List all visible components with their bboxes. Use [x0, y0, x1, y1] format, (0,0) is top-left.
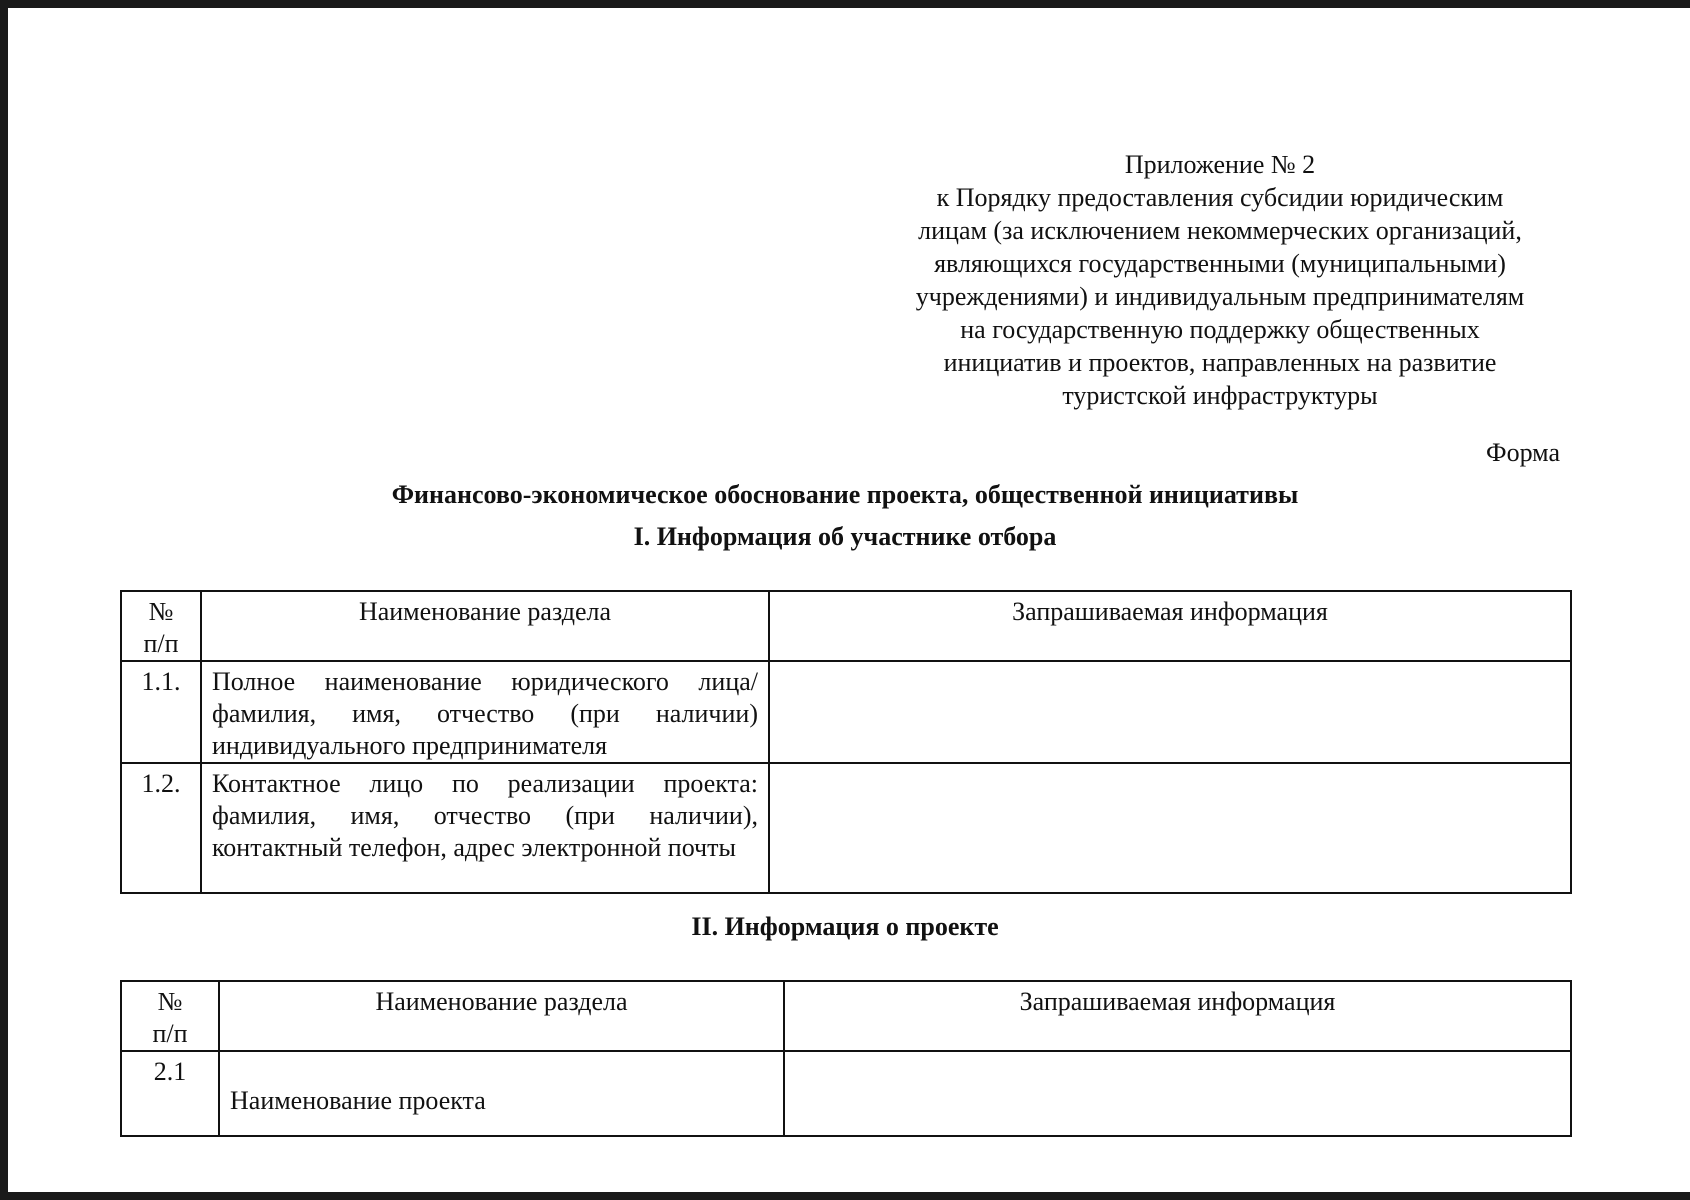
row-requested-info-cell[interactable] [784, 1051, 1571, 1136]
project-info-table [120, 980, 1572, 1137]
appendix-line: учреждениями) и индивидуальным предпринимателям [915, 282, 1525, 311]
row-requested-info-cell[interactable] [769, 661, 1571, 763]
header-number-symbol: № [157, 987, 183, 1016]
scan-border-left [0, 0, 8, 1200]
row-section-name-cell: Полное наименование юридического лица/фамилия, имя, отчество (при наличии) индивидуального предпринимателя [201, 661, 769, 763]
header-number-cell [121, 981, 219, 1051]
section-2-heading: II. Информация о проекте [691, 912, 999, 941]
scan-border-bottom [0, 1192, 1690, 1200]
table-header-row [121, 981, 1571, 1051]
appendix-line: к Порядку предоставления субсидии юридическим [936, 183, 1504, 212]
row-requested-info-cell[interactable] [769, 763, 1571, 893]
appendix-line: инициатив и проектов, направленных на развитие [943, 348, 1497, 377]
appendix-line: лицам (за исключением некоммерческих организаций, [918, 216, 1522, 245]
row-section-name-cell: Наименование проекта [219, 1051, 784, 1136]
appendix-line: Приложение № 2 [1124, 150, 1316, 179]
header-requested-info-cell: Запрашиваемая информация [784, 981, 1571, 1051]
header-number-symbol: № [148, 597, 174, 626]
header-number-abbr: п/п [143, 629, 179, 658]
header-requested-info-cell: Запрашиваемая информация [769, 591, 1571, 661]
appendix-line: на государственную поддержку общественных [960, 315, 1480, 344]
header-number-cell [121, 591, 201, 661]
section-1-heading: I. Информация об участнике отбора [633, 522, 1057, 551]
scan-border-top [0, 0, 1690, 8]
table-row [121, 1051, 1571, 1136]
appendix-line: туристской инфраструктуры [1062, 381, 1378, 410]
appendix-line: являющихся государственными (муниципальными) [934, 249, 1506, 278]
row-section-name-cell: Контактное лицо по реализации проекта: фамилия, имя, отчество (при наличии), контактный телефон, адрес электронной почты [201, 763, 769, 893]
header-number-abbr: п/п [152, 1019, 188, 1048]
appendix-header [880, 148, 1560, 412]
table-row [121, 763, 1571, 893]
form-label: Форма [1486, 438, 1560, 467]
document-title: Финансово-экономическое обоснование проекта, общественной инициативы [391, 480, 1299, 509]
row-number-cell: 2.1 [121, 1051, 219, 1136]
table-header-row [121, 591, 1571, 661]
header-section-name-cell: Наименование раздела [219, 981, 784, 1051]
row-number-cell: 1.2. [121, 763, 201, 893]
table-row [121, 661, 1571, 763]
header-section-name-cell: Наименование раздела [201, 591, 769, 661]
row-number-cell: 1.1. [121, 661, 201, 763]
participant-info-table [120, 590, 1572, 894]
